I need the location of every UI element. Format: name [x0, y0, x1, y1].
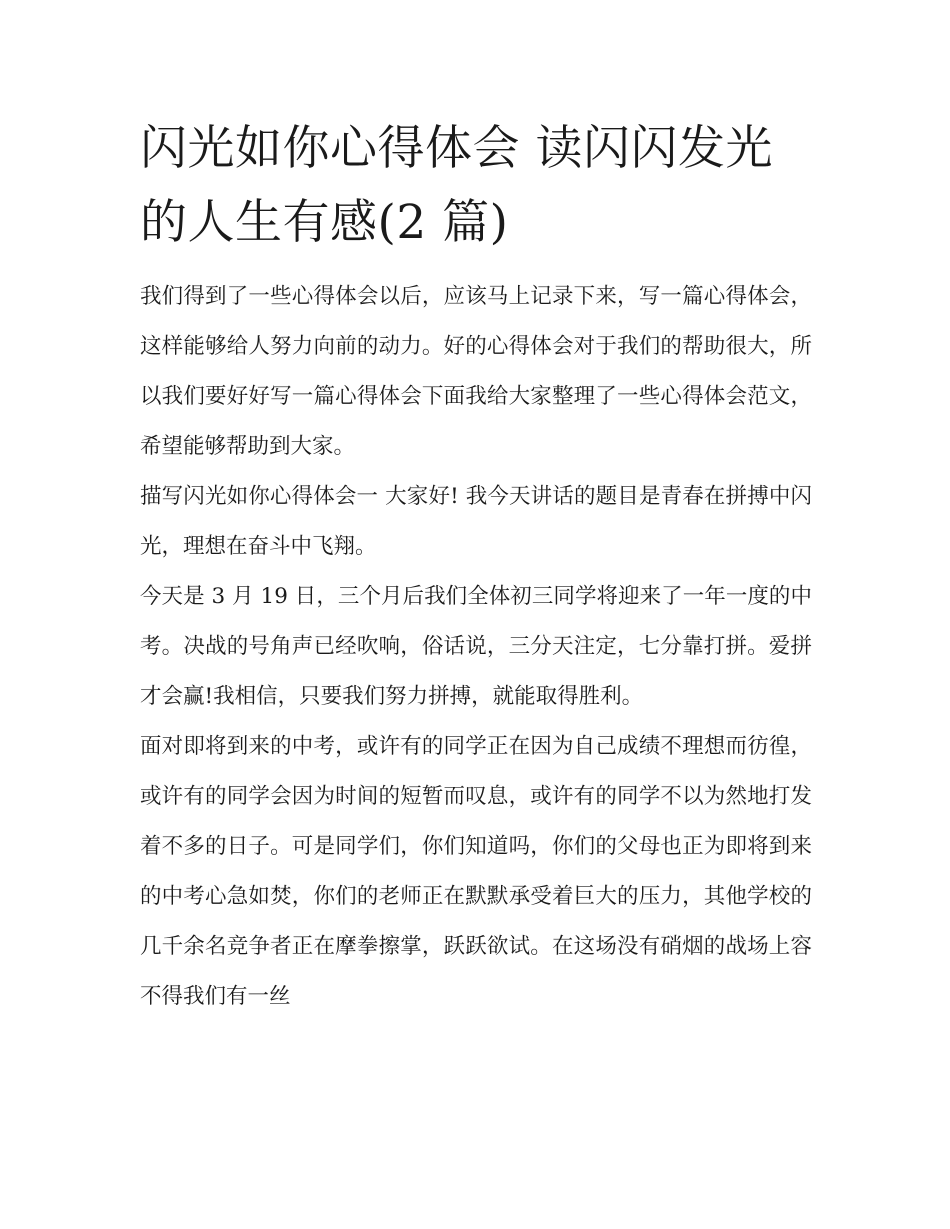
paragraph-exam-date: 今天是 3 月 19 日，三个月后我们全体初三同学将迎来了一年一度的中考。决战的号角声已经吹响，俗话说，三分天注定，七分靠打拼。爱拼才会赢!我相信，只要我们努力拼搏，就能取得胜利。: [140, 584, 812, 709]
document-title: 闪光如你心得体会 读闪闪发光的人生有感(2 篇): [140, 121, 773, 250]
paragraph-greeting: 描写闪光如你心得体会一 大家好! 我今天讲话的题目是青春在拼搏中闪光，理想在奋斗中飞翔。: [140, 484, 812, 559]
paragraph-facing-exam: 面对即将到来的中考，或许有的同学正在因为自己成绩不理想而彷徨，或许有的同学会因为时间的短暂而叹息，或许有的同学不以为然地打发着不多的日子。可是同学们，你们知道吗，你们的父母也正为即将到来的中考心急如焚，你们的老师正在默默承受着巨大的压力，其他学校的几千余名竞争者正在摩拳擦掌，跃跃欲试。在这场没有硝烟的战场上容不得我们有一丝: [140, 734, 812, 1009]
document-body: [140, 272, 812, 1022]
document-content: [140, 112, 812, 1022]
paragraph-intro: 我们得到了一些心得体会以后，应该马上记录下来，写一篇心得体会，这样能够给人努力向前的动力。好的心得体会对于我们的帮助很大，所以我们要好好写一篇心得体会下面我给大家整理了一些心得体会范文，希望能够帮助到大家。: [140, 284, 812, 459]
